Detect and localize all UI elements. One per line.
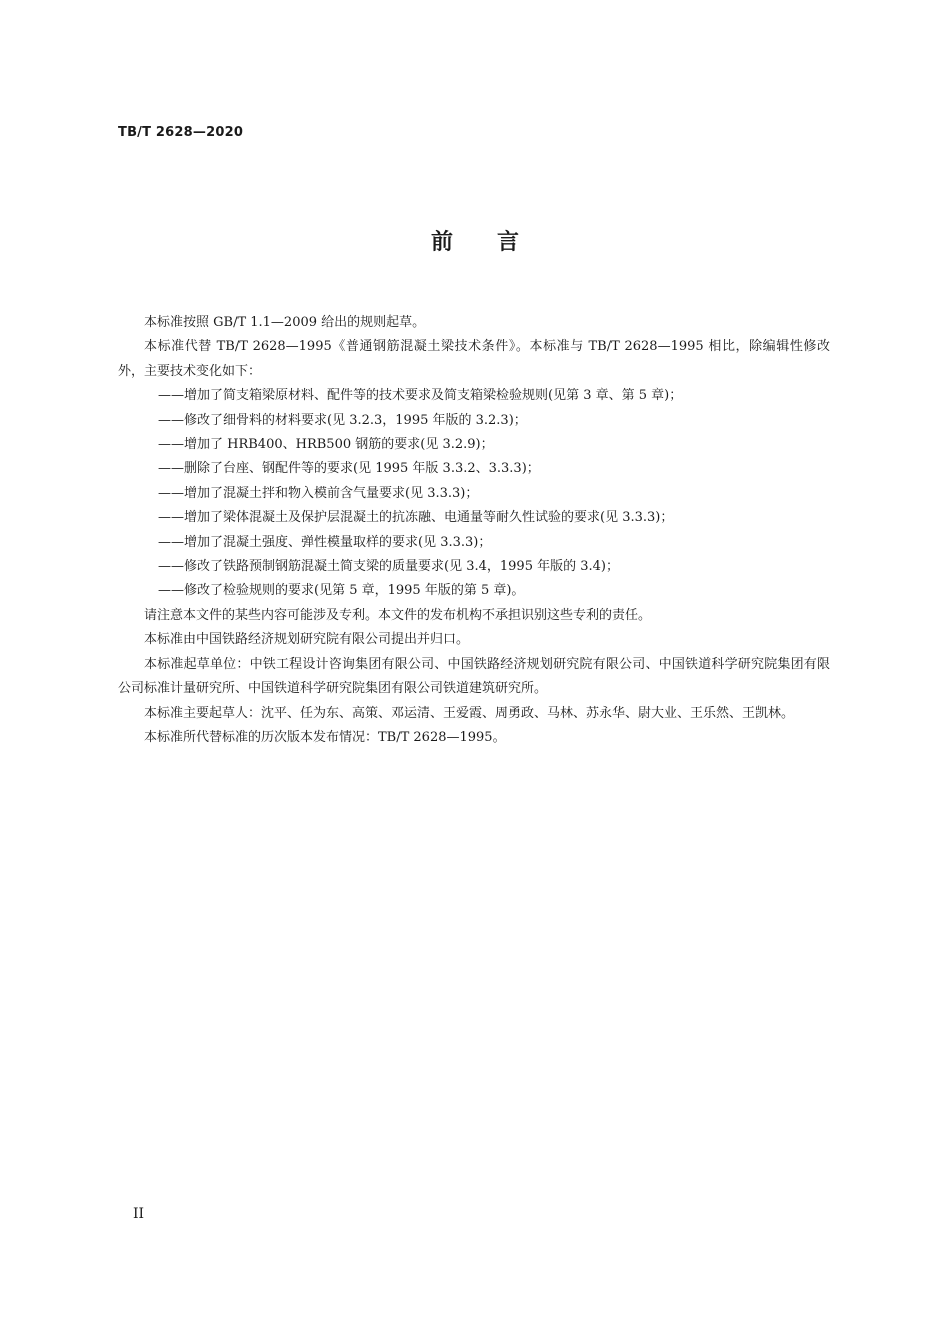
list-item: ——修改了细骨料的材料要求(见 3.2.3，1995 年版的 3.2.3)；: [158, 412, 527, 428]
list-item: ——增加了梁体混凝土及保护层混凝土的抗冻融、电通量等耐久性试验的要求(见 3.3.3)；: [158, 510, 674, 526]
list-item: ——删除了台座、钢配件等的要求(见 1995 年版 3.3.2、3.3.3)；: [158, 461, 540, 477]
list-item: ——修改了铁路预制钢筋混凝土简支梁的质量要求(见 3.4，1995 年版的 3.4)；: [158, 559, 619, 575]
paragraph-drafters: 本标准主要起草人：沈平、任为东、高策、邓运清、王爱霞、周勇政、马林、苏永华、尉大业、王乐然、王凯林。: [144, 705, 795, 721]
paragraph-previous-editions: 本标准所代替标准的历次版本发布情况：TB/T 2628—1995。: [144, 729, 506, 745]
page-title: 前言: [430, 230, 563, 255]
paragraph-replacement: 本标准代替 TB/T 2628—1995《普通钢筋混凝土梁技术条件》。本标准与 TB/T 2628—1995 相比，除编辑性修改外，主要技术变化如下：: [118, 339, 830, 379]
list-item: ——增加了混凝土拌和物入模前含气量要求(见 3.3.3)；: [158, 485, 479, 501]
foreword-body: [118, 311, 830, 750]
paragraph-proposer: 本标准由中国铁路经济规划研究院有限公司提出并归口。: [144, 632, 470, 648]
standard-code-header: TB/T 2628—2020: [118, 125, 244, 140]
list-item: ——增加了混凝土强度、弹性模量取样的要求(见 3.3.3)；: [158, 534, 492, 550]
list-item: ——增加了 HRB400、HRB500 钢筋的要求(见 3.2.9)；: [158, 437, 494, 453]
list-item: ——增加了简支箱梁原材料、配件等的技术要求及简支箱梁检验规则(见第 3 章、第 5 章)；: [158, 388, 683, 404]
paragraph-drafting-units: 本标准起草单位：中铁工程设计咨询集团有限公司、中国铁路经济规划研究院有限公司、中国铁道科学研究院集团有限公司标准计量研究所、中国铁道科学研究院集团有限公司铁道建筑研究所。: [118, 656, 830, 697]
list-item: ——修改了检验规则的要求(见第 5 章，1995 年版的第 5 章)。: [158, 583, 525, 599]
paragraph-patent-notice: 请注意本文件的某些内容可能涉及专利。本文件的发布机构不承担识别这些专利的责任。: [144, 607, 652, 623]
page-number: II: [133, 1206, 145, 1222]
paragraph-drafting-rules: 本标准按照 GB/T 1.1—2009 给出的规则起草。: [144, 315, 426, 330]
